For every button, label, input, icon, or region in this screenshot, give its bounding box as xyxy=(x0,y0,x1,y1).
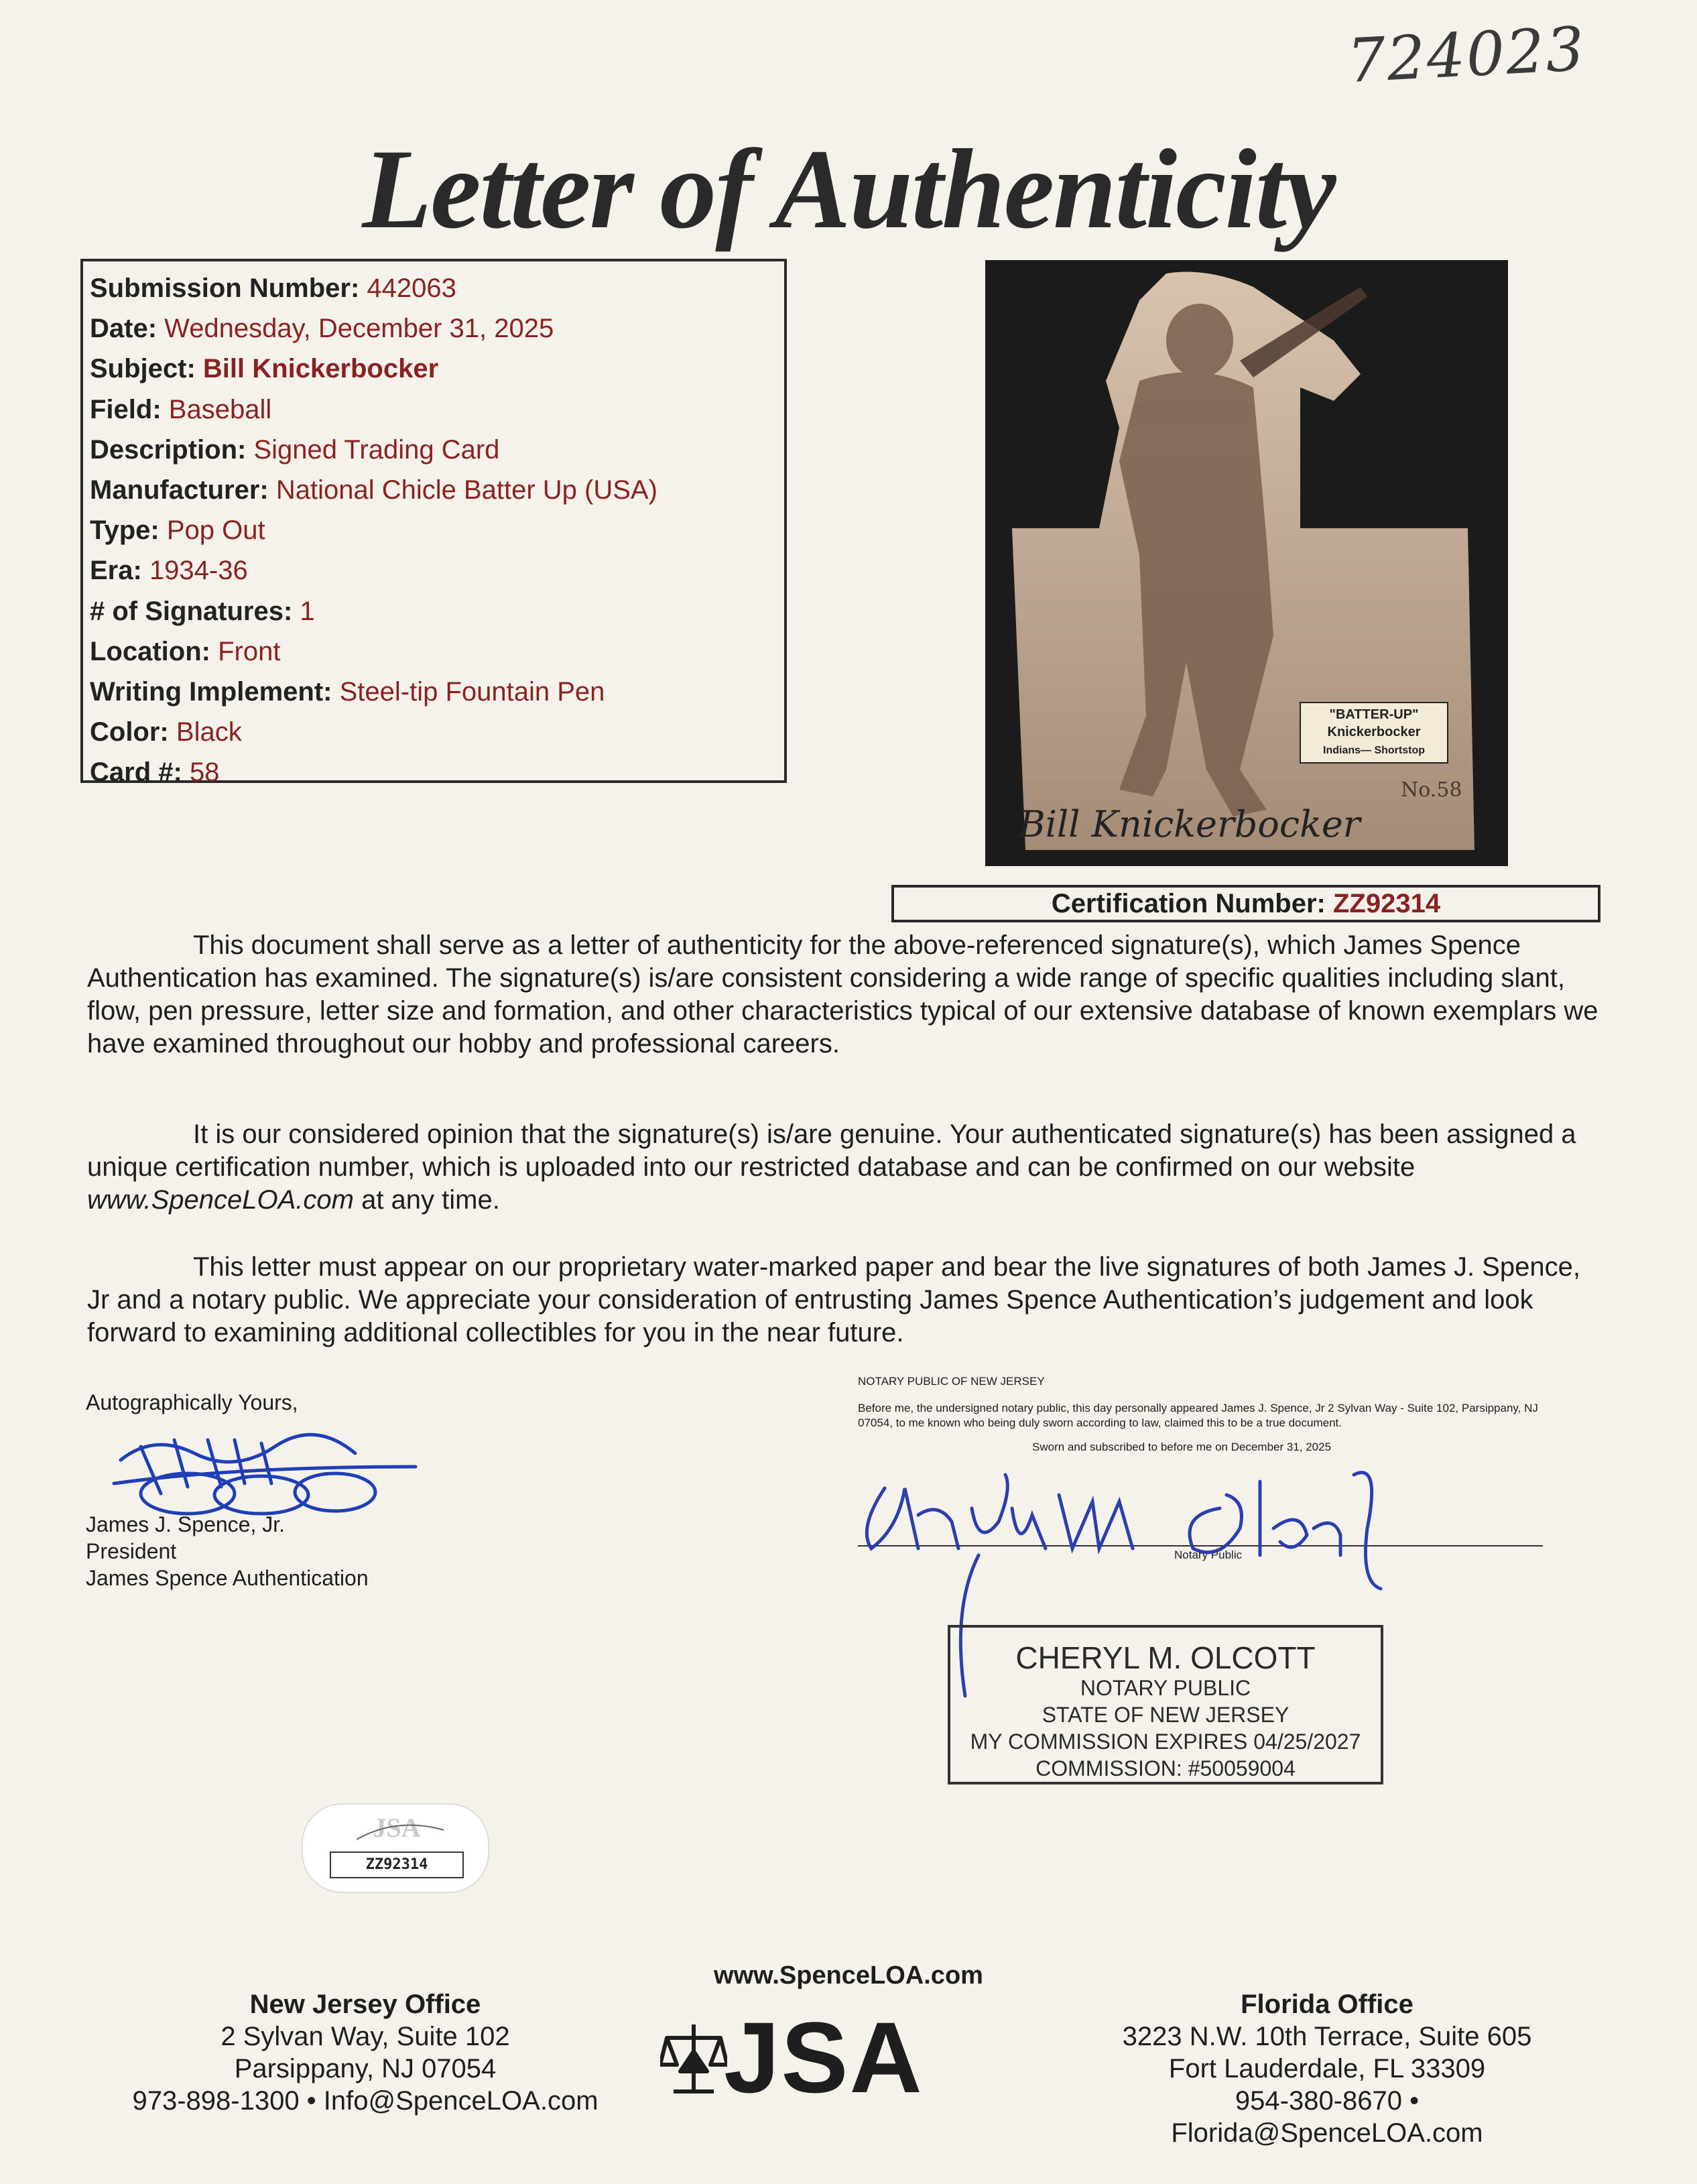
fl-office-title: Florida Office xyxy=(1241,1990,1413,2019)
info-value: Pop Out xyxy=(166,515,265,546)
info-row xyxy=(90,389,784,430)
signer-block xyxy=(86,1511,369,1591)
nj-office-line1: 2 Sylvan Way, Suite 102 xyxy=(221,2022,510,2051)
trading-card-image xyxy=(985,260,1508,866)
spence-signature xyxy=(101,1420,436,1520)
card-signature: Bill Knickerbocker xyxy=(1019,803,1361,845)
handwritten-reference-number: 724023 xyxy=(1345,13,1588,97)
info-value: 1934-36 xyxy=(149,556,248,586)
fl-office-line2: Fort Lauderdale, FL 33309 xyxy=(1168,2054,1486,2083)
info-row xyxy=(90,308,784,349)
info-value: Steel-tip Fountain Pen xyxy=(339,677,605,707)
info-label: Manufacturer: xyxy=(90,475,269,505)
notary-sworn: Sworn and subscribed to before me on December 31, 2025 xyxy=(1032,1441,1332,1453)
nj-office-line3: 973-898-1300 • Info@SpenceLOA.com xyxy=(132,2086,599,2116)
nj-office xyxy=(131,1988,600,2117)
info-value: 1 xyxy=(300,596,315,626)
svg-text:JSA: JSA xyxy=(373,1813,421,1843)
info-label: Era: xyxy=(90,556,142,586)
stamp-name: CHERYL M. OLCOTT xyxy=(1015,1640,1316,1675)
closing: Autographically Yours, xyxy=(86,1390,298,1414)
info-value: 58 xyxy=(189,757,220,788)
info-row xyxy=(90,591,784,631)
paragraph-2-text: It is our considered opinion that the signature(s) is/are genuine. Your authenticated signature(s) has been assigned a unique certification number, which is uploaded into our restricted database and can be confirmed on our website xyxy=(87,1119,1576,1182)
scales-icon xyxy=(660,2018,727,2098)
info-value: 442063 xyxy=(367,274,456,303)
paragraph-1 xyxy=(87,929,1610,1060)
paragraph-2-text-end: at any time. xyxy=(353,1185,500,1215)
fl-office xyxy=(1092,1988,1562,2149)
info-label: # of Signatures: xyxy=(90,596,293,626)
info-row xyxy=(90,430,784,470)
info-row xyxy=(90,712,784,752)
info-row xyxy=(90,268,784,308)
paragraph-3 xyxy=(87,1251,1610,1349)
info-row xyxy=(90,349,784,389)
certification-number-box xyxy=(891,885,1600,922)
nj-office-title: New Jersey Office xyxy=(249,1990,481,2019)
stamp-line5: COMMISSION: #50059004 xyxy=(1035,1756,1296,1780)
info-label: Writing Implement: xyxy=(90,677,332,707)
info-value: Signed Trading Card xyxy=(253,434,500,465)
info-value: Front xyxy=(218,636,281,666)
info-value: Black xyxy=(176,717,242,747)
certification-label: Certification Number: xyxy=(1051,889,1326,918)
stamp-line2: NOTARY PUBLIC xyxy=(1080,1676,1251,1700)
notary-block xyxy=(858,1374,1568,1455)
signer-company: James Spence Authentication xyxy=(86,1566,369,1590)
signer-role: President xyxy=(86,1539,177,1563)
info-label: Submission Number: xyxy=(90,274,360,303)
jsa-logo: JSA xyxy=(724,2001,924,2114)
card-number: No.58 xyxy=(1401,778,1462,802)
page-title: Letter of Authenticity xyxy=(362,126,1335,252)
info-row xyxy=(90,672,784,712)
info-label: Date: xyxy=(90,314,158,344)
info-label: Subject: xyxy=(90,354,196,384)
footer-website[interactable]: www.SpenceLOA.com xyxy=(714,1961,983,1990)
notary-line-label: Notary Public xyxy=(1174,1549,1243,1561)
stamp-line4: MY COMMISSION EXPIRES 04/25/2027 xyxy=(970,1730,1361,1754)
notary-heading: NOTARY PUBLIC OF NEW JERSEY xyxy=(858,1375,1045,1388)
info-row xyxy=(90,631,784,672)
notary-stamp xyxy=(948,1625,1383,1784)
info-label: Type: xyxy=(90,515,160,546)
card-photo xyxy=(985,260,1508,866)
paragraph-3-text: This letter must appear on our proprietary water-marked paper and bear the live signatures of both James J. Spence, Jr and a notary public. We appreciate your consideration of entrusting James Spence Authentication’s judgement and look forward to examining additional collectibles for you in the near future. xyxy=(87,1252,1580,1347)
card-caption-line3: Indians— Shortstop xyxy=(1323,745,1425,756)
website-link[interactable]: www.SpenceLOA.com xyxy=(87,1185,354,1215)
card-caption-line2: Knickerbocker xyxy=(1327,725,1421,739)
info-label: Field: xyxy=(90,394,162,424)
hologram-logo xyxy=(330,1810,464,1850)
info-row xyxy=(90,470,784,510)
signer-name: James J. Spence, Jr. xyxy=(86,1512,286,1536)
info-row xyxy=(90,550,784,591)
nj-office-line2: Parsippany, NJ 07054 xyxy=(234,2054,497,2083)
info-label: Description: xyxy=(90,434,247,465)
card-caption-line1: "BATTER-UP" xyxy=(1329,707,1419,722)
info-label: Card #: xyxy=(90,757,182,788)
fl-office-line1: 3223 N.W. 10th Terrace, Suite 605 xyxy=(1122,2022,1532,2051)
hologram-number: ZZ92314 xyxy=(330,1852,464,1878)
paragraph-1-text: This document shall serve as a letter of authenticity for the above-referenced signature(s), which James Spence Authentication has examined. The signature(s) is/are consistent considering a wide range of specific qualities including slant, flow, pen pressure, letter size and formation, and other characteristics typical of our extensive database of known exemplars we have examined throughout our hobby and professional careers. xyxy=(87,930,1598,1058)
submission-info-box xyxy=(80,259,787,788)
info-row xyxy=(90,752,784,792)
fl-office-line3: 954-380-8670 • Florida@SpenceLOA.com xyxy=(1171,2086,1483,2148)
info-value: Baseball xyxy=(168,394,272,424)
notary-text: Before me, the undersigned notary public, this day personally appeared James J. Spence, Jr 2 Sylvan Way - Suite 102, Parsippany, NJ 07054, to me known who being duly sworn according to law, claimed this to be a true document. xyxy=(858,1402,1538,1429)
info-value: Wednesday, December 31, 2025 xyxy=(164,314,554,344)
info-label: Color: xyxy=(90,717,169,747)
info-value: National Chicle Batter Up (USA) xyxy=(275,475,657,505)
paragraph-2 xyxy=(87,1118,1610,1217)
stamp-line3: STATE OF NEW JERSEY xyxy=(1042,1703,1290,1727)
info-label: Location: xyxy=(90,636,210,666)
jsa-hologram-sticker xyxy=(302,1803,489,1893)
certification-number: ZZ92314 xyxy=(1332,889,1441,918)
info-value: Bill Knickerbocker xyxy=(202,354,439,384)
info-row xyxy=(90,510,784,550)
